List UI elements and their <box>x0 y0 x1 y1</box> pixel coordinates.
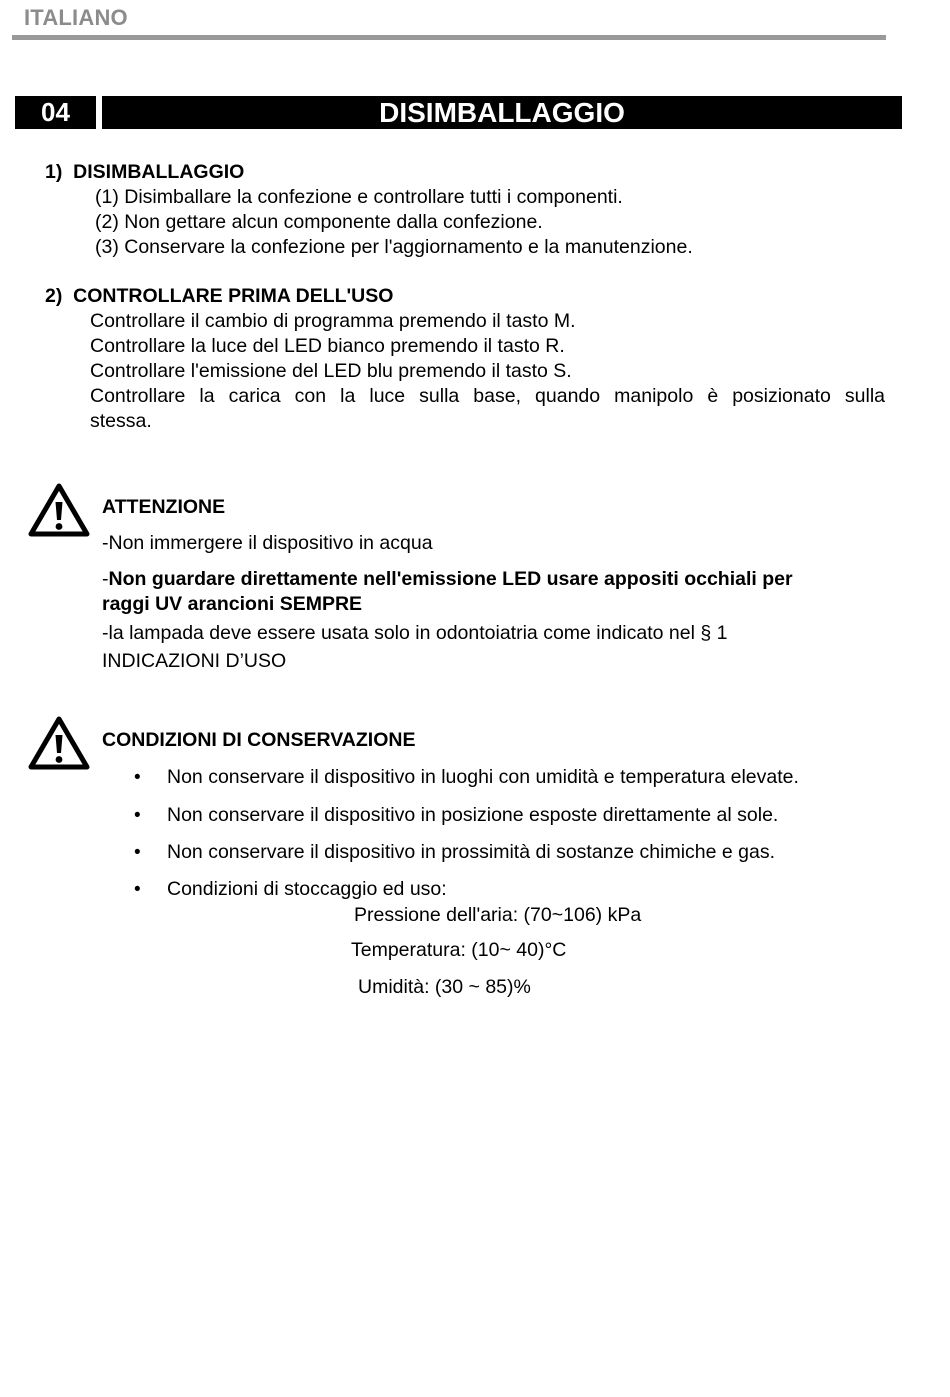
warning-triangle-icon <box>28 483 90 537</box>
storage-bullet-item: Condizioni di stoccaggio ed uso: <box>167 878 447 900</box>
unpacking-item: (3) Conservare la confezione per l'aggiornamento e la manutenzione. <box>95 236 693 258</box>
unpacking-heading: 1) DISIMBALLAGGIO <box>45 161 245 183</box>
warning-triangle-icon <box>28 716 90 770</box>
bullet-icon: • <box>134 805 141 826</box>
storage-bullet-item: Non conservare il dispositivo in prossimità di sostanze chimiche e gas. <box>167 841 776 863</box>
check-line: Controllare la luce del LED bianco premendo il tasto R. <box>90 335 565 357</box>
check-line: Controllare il cambio di programma premendo il tasto M. <box>90 310 576 332</box>
check-line: Controllare l'emissione del LED blu premendo il tasto S. <box>90 360 572 382</box>
bullet-icon: • <box>134 767 141 788</box>
storage-temperature: Temperatura: (10~ 40)°C <box>351 939 567 961</box>
storage-bullet-item: Non conservare il dispositivo in luoghi con umidità e temperatura elevate. <box>167 766 799 788</box>
language-header: ITALIANO <box>24 5 128 30</box>
check-line: stessa. <box>90 410 152 432</box>
header-rule <box>12 35 886 40</box>
section-number: 04 <box>15 96 96 129</box>
warning-line: INDICAZIONI D’USO <box>102 650 287 672</box>
check-heading: 2) CONTROLLARE PRIMA DELL'USO <box>45 285 394 307</box>
warning-line: -la lampada deve essere usata solo in odontoiatria come indicato nel § 1 <box>102 622 728 644</box>
warning-line-bold: raggi UV arancioni SEMPRE <box>102 593 363 615</box>
storage-pressure: Pressione dell'aria: (70~106) kPa <box>354 904 642 926</box>
storage-bullet-item: Non conservare il dispositivo in posizione esposte direttamente al sole. <box>167 804 779 826</box>
warning-title: ATTENZIONE <box>102 496 226 518</box>
check-line: Controllare la carica con la luce sulla base, quando manipolo è posizionato sulla <box>90 385 885 407</box>
unpacking-item: (2) Non gettare alcun componente dalla confezione. <box>95 211 543 233</box>
section-title: DISIMBALLAGGIO <box>102 96 902 129</box>
warning-dash: - <box>102 568 109 590</box>
warning-bold-text: Non guardare direttamente nell'emissione LED usare appositi occhiali per <box>108 568 793 590</box>
bullet-icon: • <box>134 842 141 863</box>
warning-line: -Non immergere il dispositivo in acqua <box>102 532 433 554</box>
bullet-icon: • <box>134 879 141 900</box>
warning-line-bold <box>102 567 793 592</box>
storage-title: CONDIZIONI DI CONSERVAZIONE <box>102 729 416 751</box>
storage-humidity: Umidità: (30 ~ 85)% <box>358 976 531 998</box>
unpacking-item: (1) Disimballare la confezione e controllare tutti i componenti. <box>95 186 623 208</box>
